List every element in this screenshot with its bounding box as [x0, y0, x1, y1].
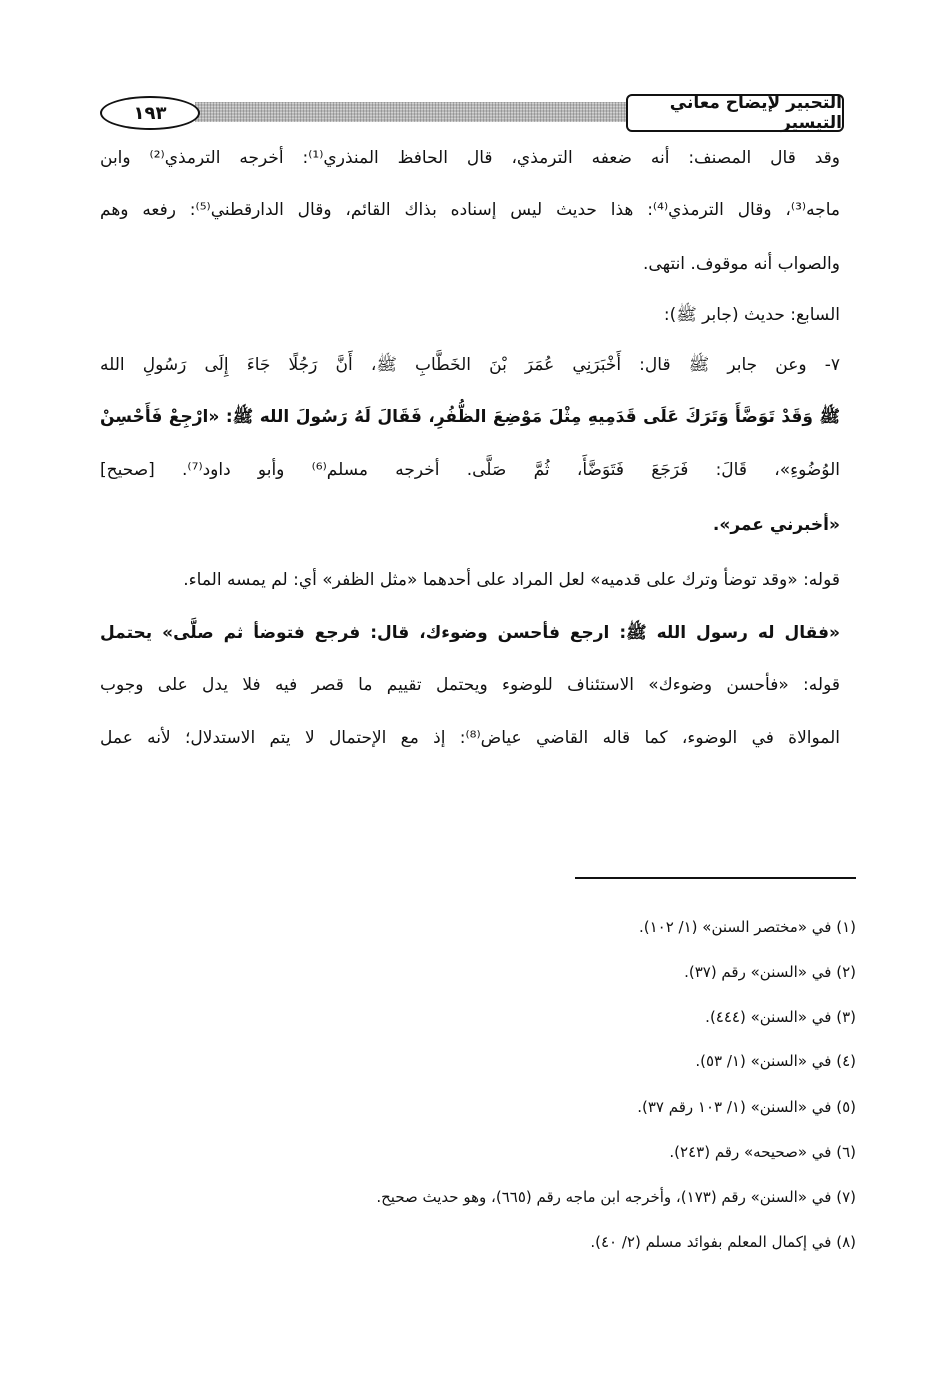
hadith-line-1: ٧- وعن جابر ﷺ قال: أَخْبَرَنِي عُمَرَ بْنَ الخَطَّابِ ﷺ، أَنَّ رَجُلًا جَاءَ إِلَى رَسُولِ الله	[100, 355, 840, 375]
running-header	[100, 93, 842, 133]
footnote-8: (٨) في إكمال المعلم بفوائد مسلم (٢/ ٤٠).	[590, 1233, 856, 1251]
book-title: التحبير لإيضاح معاني التيسير	[626, 94, 844, 132]
header-decorative-band	[195, 102, 640, 122]
hadith-quote: «أخبرني عمر».	[712, 515, 840, 535]
section-heading: السابع: حديث (جابر ﷺ):	[663, 305, 840, 325]
hadith-line-3: الوُضُوءِ»، قَالَ: فَرَجَعَ فَتَوَضَّأَ، ثُمَّ صَلَّى. أخرجه مسلم⁽⁶⁾ وأبو داود⁽⁷⁾. [صحيح]	[100, 460, 840, 480]
footnote-3: (٣) في «السنن» (٤٤٤).	[705, 1008, 856, 1026]
page-number: ١٩٣	[100, 96, 200, 130]
footnote-6: (٦) في «صحيحه» رقم (٢٤٣).	[669, 1143, 856, 1161]
text-line-1: وقد قال المصنف: أنه ضعفه الترمذي، قال الحافظ المنذري⁽¹⁾: أخرجه الترمذي⁽²⁾ وابن	[100, 148, 840, 168]
footnote-5: (٥) في «السنن» (١/ ١٠٣ رقم ٣٧).	[637, 1098, 856, 1116]
commentary-line-4: الموالاة في الوضوء، كما قاله القاضي عياض⁽⁸⁾: إذ مع الإحتمال لا يتم الاستدلال؛ لأنه عمل	[100, 728, 841, 748]
footnote-7: (٧) في «السنن» رقم (١٧٣)، وأخرجه ابن ماجه رقم (٦٦٥)، وهو حديث صحيح.	[376, 1188, 856, 1206]
footnote-4: (٤) في «السنن» (١/ ٥٣).	[695, 1052, 856, 1070]
footnote-2: (٢) في «السنن» رقم (٣٧).	[684, 963, 856, 981]
hadith-line-2: ﷺ وَقَدْ تَوَضَّأَ وَتَرَكَ عَلَى قَدَمِيهِ مِثْلَ مَوْضِعَ الظُّفُرِ، فَقَالَ لَهُ رَسُولَ الله ﷺ: «ارْجِعْ فَأَحْسِنْ	[100, 407, 840, 427]
footnote-1: (١) في «مختصر السنن» (١/ ١٠٢).	[638, 918, 856, 936]
commentary-line-1: قوله: «وقد توضأ وترك على قدميه» لعل المراد على أحدهما «مثل الظفر» أي: لم يمسه الماء.	[183, 570, 840, 590]
commentary-line-2: «فقال له رسول الله ﷺ: ارجع فأحسن وضوءك، قال: فرجع فتوضأ ثم صلَّى» يحتمل	[100, 623, 840, 643]
text-line-2: ماجه⁽³⁾، وقال الترمذي⁽⁴⁾: هذا حديث ليس إسناده بذاك القائم، وقال الدارقطني⁽⁵⁾: رفعه وهم	[100, 200, 840, 220]
commentary-line-3: قوله: «فأحسن وضوءك» الاستئناف للوضوء ويحتمل تقييم ما قصر فيه فلا يدل على وجوب	[100, 675, 840, 695]
text-line-3: والصواب أنه موقوف. انتهى.	[643, 254, 840, 274]
footnote-separator	[575, 877, 856, 879]
